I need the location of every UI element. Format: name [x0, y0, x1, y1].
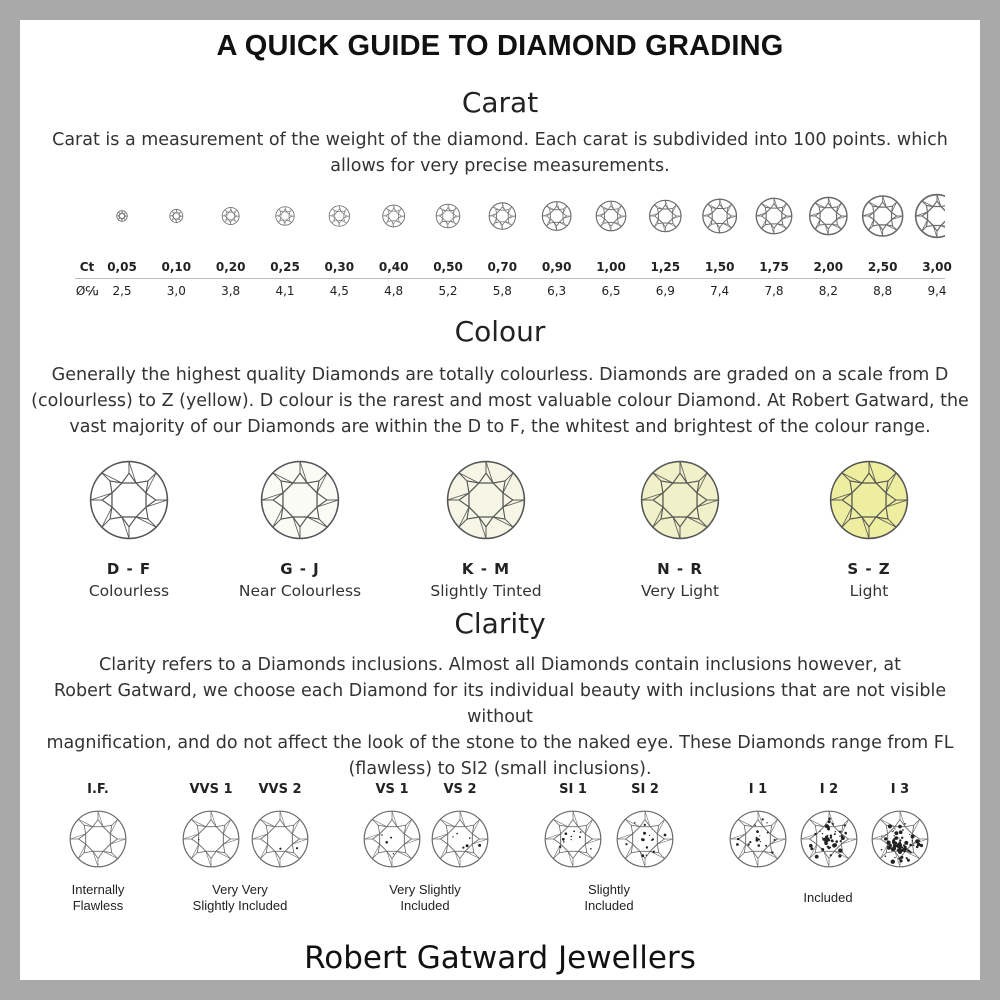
guide-card	[20, 20, 980, 980]
carat-weight-value: 0,50	[433, 260, 463, 274]
clarity-group-label	[345, 882, 505, 914]
clarity-group-label	[748, 890, 908, 906]
clarity-grade-code: VVS 1	[189, 782, 233, 797]
clarity-diamond-icon	[363, 810, 421, 872]
clarity-diamond-icon	[431, 810, 489, 872]
clarity-group-label-line: Slightly Included	[192, 898, 288, 913]
clarity-description-line: Robert Gatward, we choose each Diamond for its individual beauty with inclusions that are not visible without	[53, 681, 947, 727]
clarity-diamond-icon	[800, 810, 858, 872]
clarity-description-line: Clarity refers to a Diamonds inclusions. Almost all Diamonds contain inclusions however, at	[99, 655, 901, 675]
carat-weight-value: 0,30	[324, 260, 355, 274]
carat-stone	[542, 202, 571, 231]
clarity-diamond-icon	[871, 810, 929, 872]
carat-diameter-label: Ø℆	[75, 284, 99, 298]
colour-grade-name: Colourless	[88, 582, 170, 600]
carat-stone	[436, 204, 460, 228]
clarity-diamond-icon	[729, 810, 787, 872]
carat-weight-value: 1,75	[759, 260, 789, 274]
clarity-grade-code: I 3	[890, 782, 910, 797]
clarity-grade-code: SI 2	[631, 782, 659, 797]
colour-grade-name: Very Light	[640, 582, 720, 600]
colour-grade-code: N - R	[657, 560, 703, 578]
clarity-heading: Clarity	[454, 607, 546, 640]
clarity-group-label-line: Internally	[71, 882, 125, 897]
colour-diamond-icon	[446, 460, 526, 540]
carat-stone	[329, 206, 349, 226]
clarity-grade-code: VVS 2	[258, 782, 302, 797]
clarity-group-label-line: Included	[803, 890, 853, 905]
clarity-group-label-line: Very Very	[212, 882, 268, 897]
carat-stone	[170, 209, 183, 222]
carat-diameter-value: 7,4	[710, 284, 730, 298]
carat-description-line: Carat is a measurement of the weight of the diamond. Each carat is subdivided into 100 points. which	[52, 130, 948, 150]
colour-description	[30, 362, 970, 440]
clarity-description	[30, 652, 970, 782]
clarity-grade-code: VS 2	[443, 782, 477, 797]
colour-heading: Colour	[454, 315, 546, 348]
clarity-diamond-icon	[251, 810, 309, 872]
carat-weight-value: 1,00	[596, 260, 626, 274]
carat-stone	[703, 199, 737, 233]
clarity-diamond-icon	[182, 810, 240, 872]
carat-diameter-value: 9,4	[927, 284, 947, 298]
colour-grade-code: G - J	[280, 560, 320, 578]
clarity-group-label	[529, 882, 689, 914]
clarity-grade-code: I 1	[748, 782, 768, 797]
carat-stone	[489, 203, 515, 229]
carat-diameter-value: 4,5	[329, 284, 349, 298]
clarity-diamond-icon	[69, 810, 127, 872]
page-title: A QUICK GUIDE TO DIAMOND GRADING	[216, 30, 784, 62]
carat-weight-value: 2,50	[867, 260, 898, 274]
footer-brand: Robert Gatward Jewellers	[304, 940, 696, 976]
carat-description	[30, 127, 970, 179]
carat-diameter-value: 2,5	[112, 284, 132, 298]
carat-weight-value: 0,40	[378, 260, 409, 274]
clarity-group-label-line: Slightly	[588, 882, 630, 897]
carat-stone	[276, 207, 294, 225]
clarity-group-label-line: Included	[584, 898, 634, 913]
carat-stone	[222, 207, 239, 224]
carat-stone	[916, 195, 945, 238]
colour-diamond-icon	[89, 460, 169, 540]
carat-weight-value: 2,00	[813, 260, 844, 274]
carat-diameter-value: 7,8	[764, 284, 784, 298]
carat-diameter-value: 5,8	[492, 284, 512, 298]
carat-description-line: allows for very precise measurements.	[330, 156, 670, 176]
clarity-diamond-icon	[616, 810, 674, 872]
colour-grade	[39, 460, 219, 600]
carat-diameter-value: 6,3	[547, 284, 567, 298]
carat-diameter-value: 5,2	[438, 284, 458, 298]
carat-stone	[756, 198, 792, 234]
colour-grade-code: K - M	[461, 560, 511, 578]
clarity-group-label-line: Flawless	[72, 898, 124, 913]
colour-grade	[779, 460, 959, 600]
carat-diameter-value: 3,8	[221, 284, 241, 298]
colour-description-line: vast majority of our Diamonds are within the D to F, the whitest and brightest of the colour range.	[69, 417, 931, 437]
clarity-description-line: (flawless) to SI2 (small inclusions).	[348, 759, 652, 779]
carat-stone	[650, 200, 681, 231]
carat-diameter-value: 8,2	[818, 284, 838, 298]
carat-diameter-row	[75, 284, 945, 304]
carat-weight-value: 0,25	[270, 260, 300, 274]
carat-weight-value: 3,00	[922, 260, 952, 274]
carat-weight-value: 1,25	[650, 260, 681, 274]
clarity-group-label	[160, 882, 320, 914]
colour-grade	[396, 460, 576, 600]
carat-divider	[75, 278, 945, 279]
clarity-grade-code: VS 1	[375, 782, 409, 797]
carat-diameter-value: 3,0	[166, 284, 186, 298]
clarity-diamond-icon	[544, 810, 602, 872]
carat-ct-label: Ct	[79, 260, 95, 274]
carat-size-diagram	[75, 188, 945, 244]
carat-diameter-value: 4,8	[384, 284, 404, 298]
colour-grade-name: Slightly Tinted	[430, 582, 542, 600]
colour-grade-name: Light	[849, 582, 889, 600]
colour-grade	[590, 460, 770, 600]
clarity-description-line: magnification, and do not affect the look of the stone to the naked eye. These Diamonds range from FL	[46, 733, 954, 753]
carat-heading: Carat	[461, 86, 539, 119]
carat-diameter-value: 4,1	[275, 284, 295, 298]
colour-diamond-icon	[640, 460, 720, 540]
carat-weight-value: 0,70	[487, 260, 518, 274]
colour-grade-code: D - F	[106, 560, 152, 578]
carat-weight-value: 0,10	[161, 260, 192, 274]
colour-grade-name: Near Colourless	[238, 582, 362, 600]
carat-weight-row	[75, 260, 952, 280]
colour-description-line: (colourless) to Z (yellow). D colour is the rarest and most valuable colour Diamond. At Robert Gatward, the	[31, 391, 969, 411]
carat-weight-value: 1,50	[704, 260, 735, 274]
carat-weight-value: 0,05	[107, 260, 137, 274]
clarity-group-label-line: Very Slightly	[389, 882, 461, 897]
carat-weight-value: 0,90	[541, 260, 572, 274]
clarity-grade-code: SI 1	[559, 782, 587, 797]
carat-diameter-value: 6,9	[655, 284, 675, 298]
carat-stone	[596, 201, 626, 231]
carat-stone	[863, 196, 903, 236]
carat-stone	[383, 205, 405, 227]
colour-diamond-icon	[829, 460, 909, 540]
colour-diamond-icon	[260, 460, 340, 540]
carat-stone	[810, 197, 847, 234]
carat-diameter-value: 8,8	[873, 284, 893, 298]
carat-diameter-value: 6,5	[601, 284, 621, 298]
clarity-grade-code: I.F.	[87, 782, 109, 797]
carat-weight-value: 0,20	[215, 260, 246, 274]
clarity-group-label-line: Included	[400, 898, 450, 913]
colour-grade	[210, 460, 390, 600]
clarity-group-label	[18, 882, 178, 914]
colour-description-line: Generally the highest quality Diamonds are totally colourless. Diamonds are graded on a scale from D	[51, 365, 949, 385]
carat-stone	[117, 211, 128, 222]
colour-grade-code: S - Z	[847, 560, 891, 578]
clarity-grade-code: I 2	[819, 782, 839, 797]
